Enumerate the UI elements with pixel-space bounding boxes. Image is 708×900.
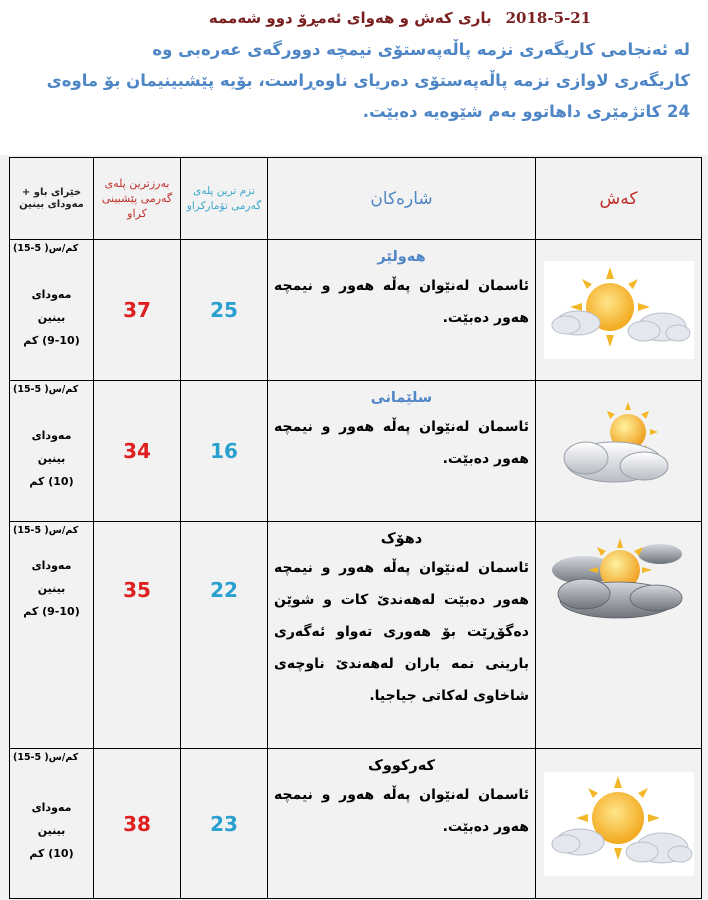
intro-line-3: 24 کاتژمێری داهاتوو بەم شێوەیە دەبێت. [362,102,690,121]
intro-paragraph [18,34,690,127]
max-temp: 35 [94,522,181,749]
col-header-weather: کەش [536,158,702,240]
table-row [10,522,702,749]
city-cell [268,381,536,522]
max-temp: 38 [94,749,181,899]
visibility-value: (9-10) کم [23,333,80,347]
city-description: ئاسمان لەنێوان پەڵە هەور و نیمچە هەور دەبێت لەهەندێ کات و شوێن دەگۆڕێت بۆ هەوری تەواو ئەگەری بارینی نمە باران لەهەندێ ناوچەی شاخاوی لەکاتی جیاجیا. [274,560,529,704]
weather-image-cell [536,522,702,749]
visibility-label: بینین [37,582,66,595]
wind-cell [10,240,94,381]
col-header-cities: شارەکان [268,158,536,240]
col-header-min-temp: نزم ترین پلەی گەرمی تۆمارکراو [181,158,268,240]
sun-dark-clouds-icon [544,532,694,630]
visibility-label: بینین [37,451,66,465]
min-temp: 23 [181,749,268,899]
min-temp: 16 [181,381,268,522]
partly-cloudy-icon [544,261,694,359]
visibility-value: (9-10) کم [23,605,80,618]
visibility-label: بینین [37,310,66,324]
city-name: سلێمانی [370,390,433,406]
weather-image-cell [536,749,702,899]
visibility-value: (10) کم [29,847,74,860]
weather-image-cell [536,381,702,522]
table-row [10,240,702,381]
city-name: کەرکووک [368,758,435,774]
wind-speed: (15-5 )کم/س [13,525,79,536]
city-cell [268,749,536,899]
sun-behind-cloud-icon [544,400,694,498]
wind-speed: (15-5 )کم/س [13,243,79,254]
wind-cell [10,749,94,899]
visibility-label: مەودای [31,428,72,442]
city-cell [268,522,536,749]
visibility-value: (10) کم [29,474,74,488]
col-header-wind: خێرای باو + مەودای بینین [10,158,94,240]
max-temp: 37 [94,240,181,381]
city-description: ئاسمان لەنێوان پەڵە هەور و نیمچە هەور دەبێت. [274,278,529,326]
wind-cell [10,522,94,749]
col-header-max-temp: بەرزترین پلەی گەرمی پێشبینی کراو [94,158,181,240]
forecast-table [9,157,702,899]
visibility-label: مەودای [31,801,72,814]
wind-cell [10,381,94,522]
intro-line-2: کاریگەری لاوازی نزمە پاڵەپەستۆی دەریای ناوەڕاست، بۆیە پێشبینیمان بۆ ماوەی [46,71,690,90]
city-name: هەولێر [377,249,426,265]
report-date: 2018-5-21 [505,9,592,27]
min-temp: 22 [181,522,268,749]
table-header-row [10,158,702,240]
partly-cloudy-icon [544,772,694,876]
visibility-label: مەودای [31,559,72,572]
max-temp: 34 [94,381,181,522]
table-row [10,749,702,899]
city-name: دهۆک [380,531,423,547]
city-cell [268,240,536,381]
report-title: باری کەش و هەوای ئەمڕۆ دوو شەممە [208,9,492,27]
city-description: ئاسمان لەنێوان پەڵە هەور و نیمچە هەور دەبێت. [274,787,529,835]
table-row [10,381,702,522]
city-description: ئاسمان لەنێوان پەڵە هەور و نیمچە هەور دەبێت. [274,419,529,467]
visibility-label: بینین [37,824,66,837]
report-header [0,0,708,155]
visibility-label: مەودای [31,287,72,301]
min-temp: 25 [181,240,268,381]
wind-speed: (15-5 )کم/س [13,752,79,763]
title-line [185,6,615,30]
intro-line-1: لە ئەنجامی کاریگەری نزمە پاڵەپەستۆی نیمچە دوورگەی عەرەبی وە [152,40,690,59]
weather-image-cell [536,240,702,381]
wind-speed: (15-5 )کم/س [13,384,79,395]
